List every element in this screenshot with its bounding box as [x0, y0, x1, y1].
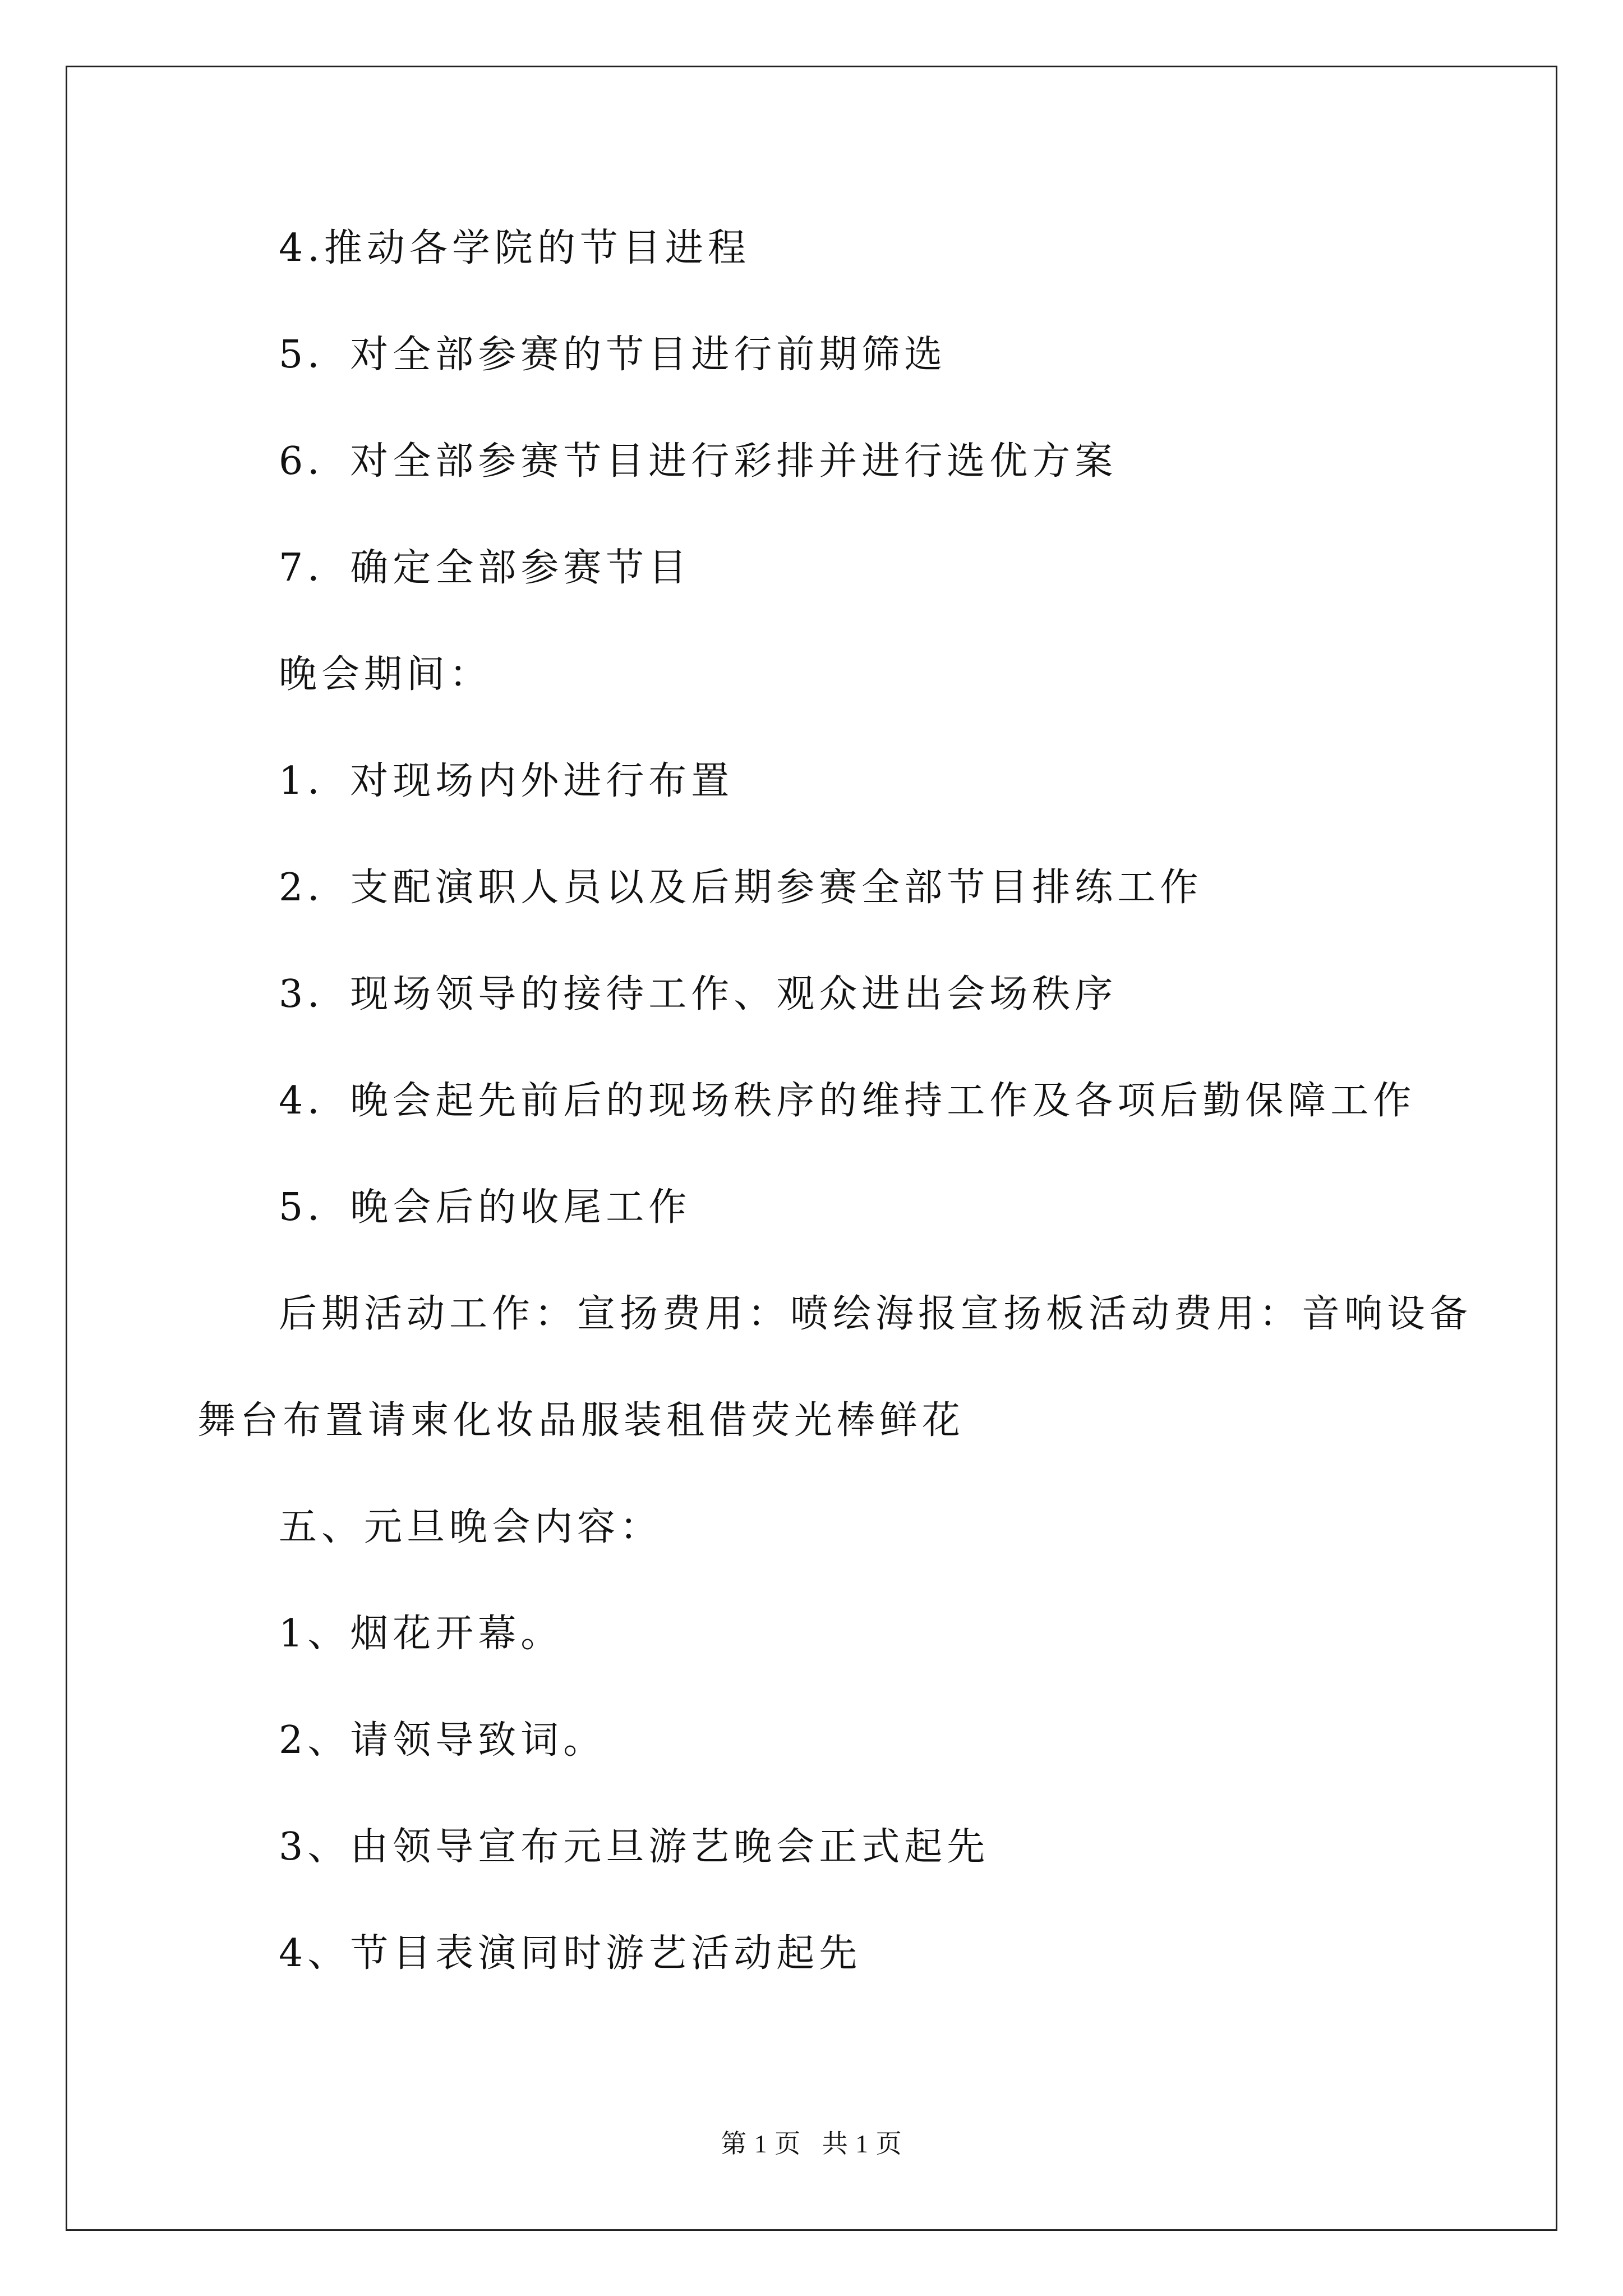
- page-footer: 第 1 页 共 1 页: [721, 2129, 902, 2158]
- section-heading: 五、元旦晚会内容：: [279, 1505, 663, 1549]
- page-border: [66, 66, 1557, 2231]
- list-item: 7．确定全部参赛节目: [279, 546, 691, 590]
- list-item: 6．对全部参赛节目进行彩排并进行选优方案: [279, 439, 1118, 484]
- list-item: 1．对现场内外进行布置: [279, 759, 734, 803]
- paragraph-line: 舞台布置请柬化妆品服装租借荧光棒鲜花: [197, 1398, 965, 1443]
- list-item: 4、节目表演同时游艺活动起先: [279, 1931, 862, 1976]
- section-heading: 晚会期间：: [279, 652, 492, 697]
- paragraph-line: 后期活动工作：宣扬费用：喷绘海报宣扬板活动费用：音响设备: [279, 1292, 1473, 1336]
- list-item: 2．支配演职人员以及后期参赛全部节目排练工作: [279, 866, 1203, 910]
- list-item: 1、烟花开幕。: [279, 1612, 564, 1656]
- list-item: 4.推动各学院的节目进程: [279, 226, 750, 270]
- list-item: 4．晚会起先前后的现场秩序的维持工作及各项后勤保障工作: [279, 1079, 1416, 1123]
- list-item: 3．现场领导的接待工作、观众进出会场秩序: [279, 972, 1118, 1016]
- list-item: 2、请领导致词。: [279, 1718, 606, 1763]
- list-item: 3、由领导宣布元旦游艺晚会正式起先: [279, 1825, 990, 1869]
- list-item: 5．对全部参赛的节目进行前期筛选: [279, 333, 947, 377]
- list-item: 5．晚会后的收尾工作: [279, 1185, 691, 1230]
